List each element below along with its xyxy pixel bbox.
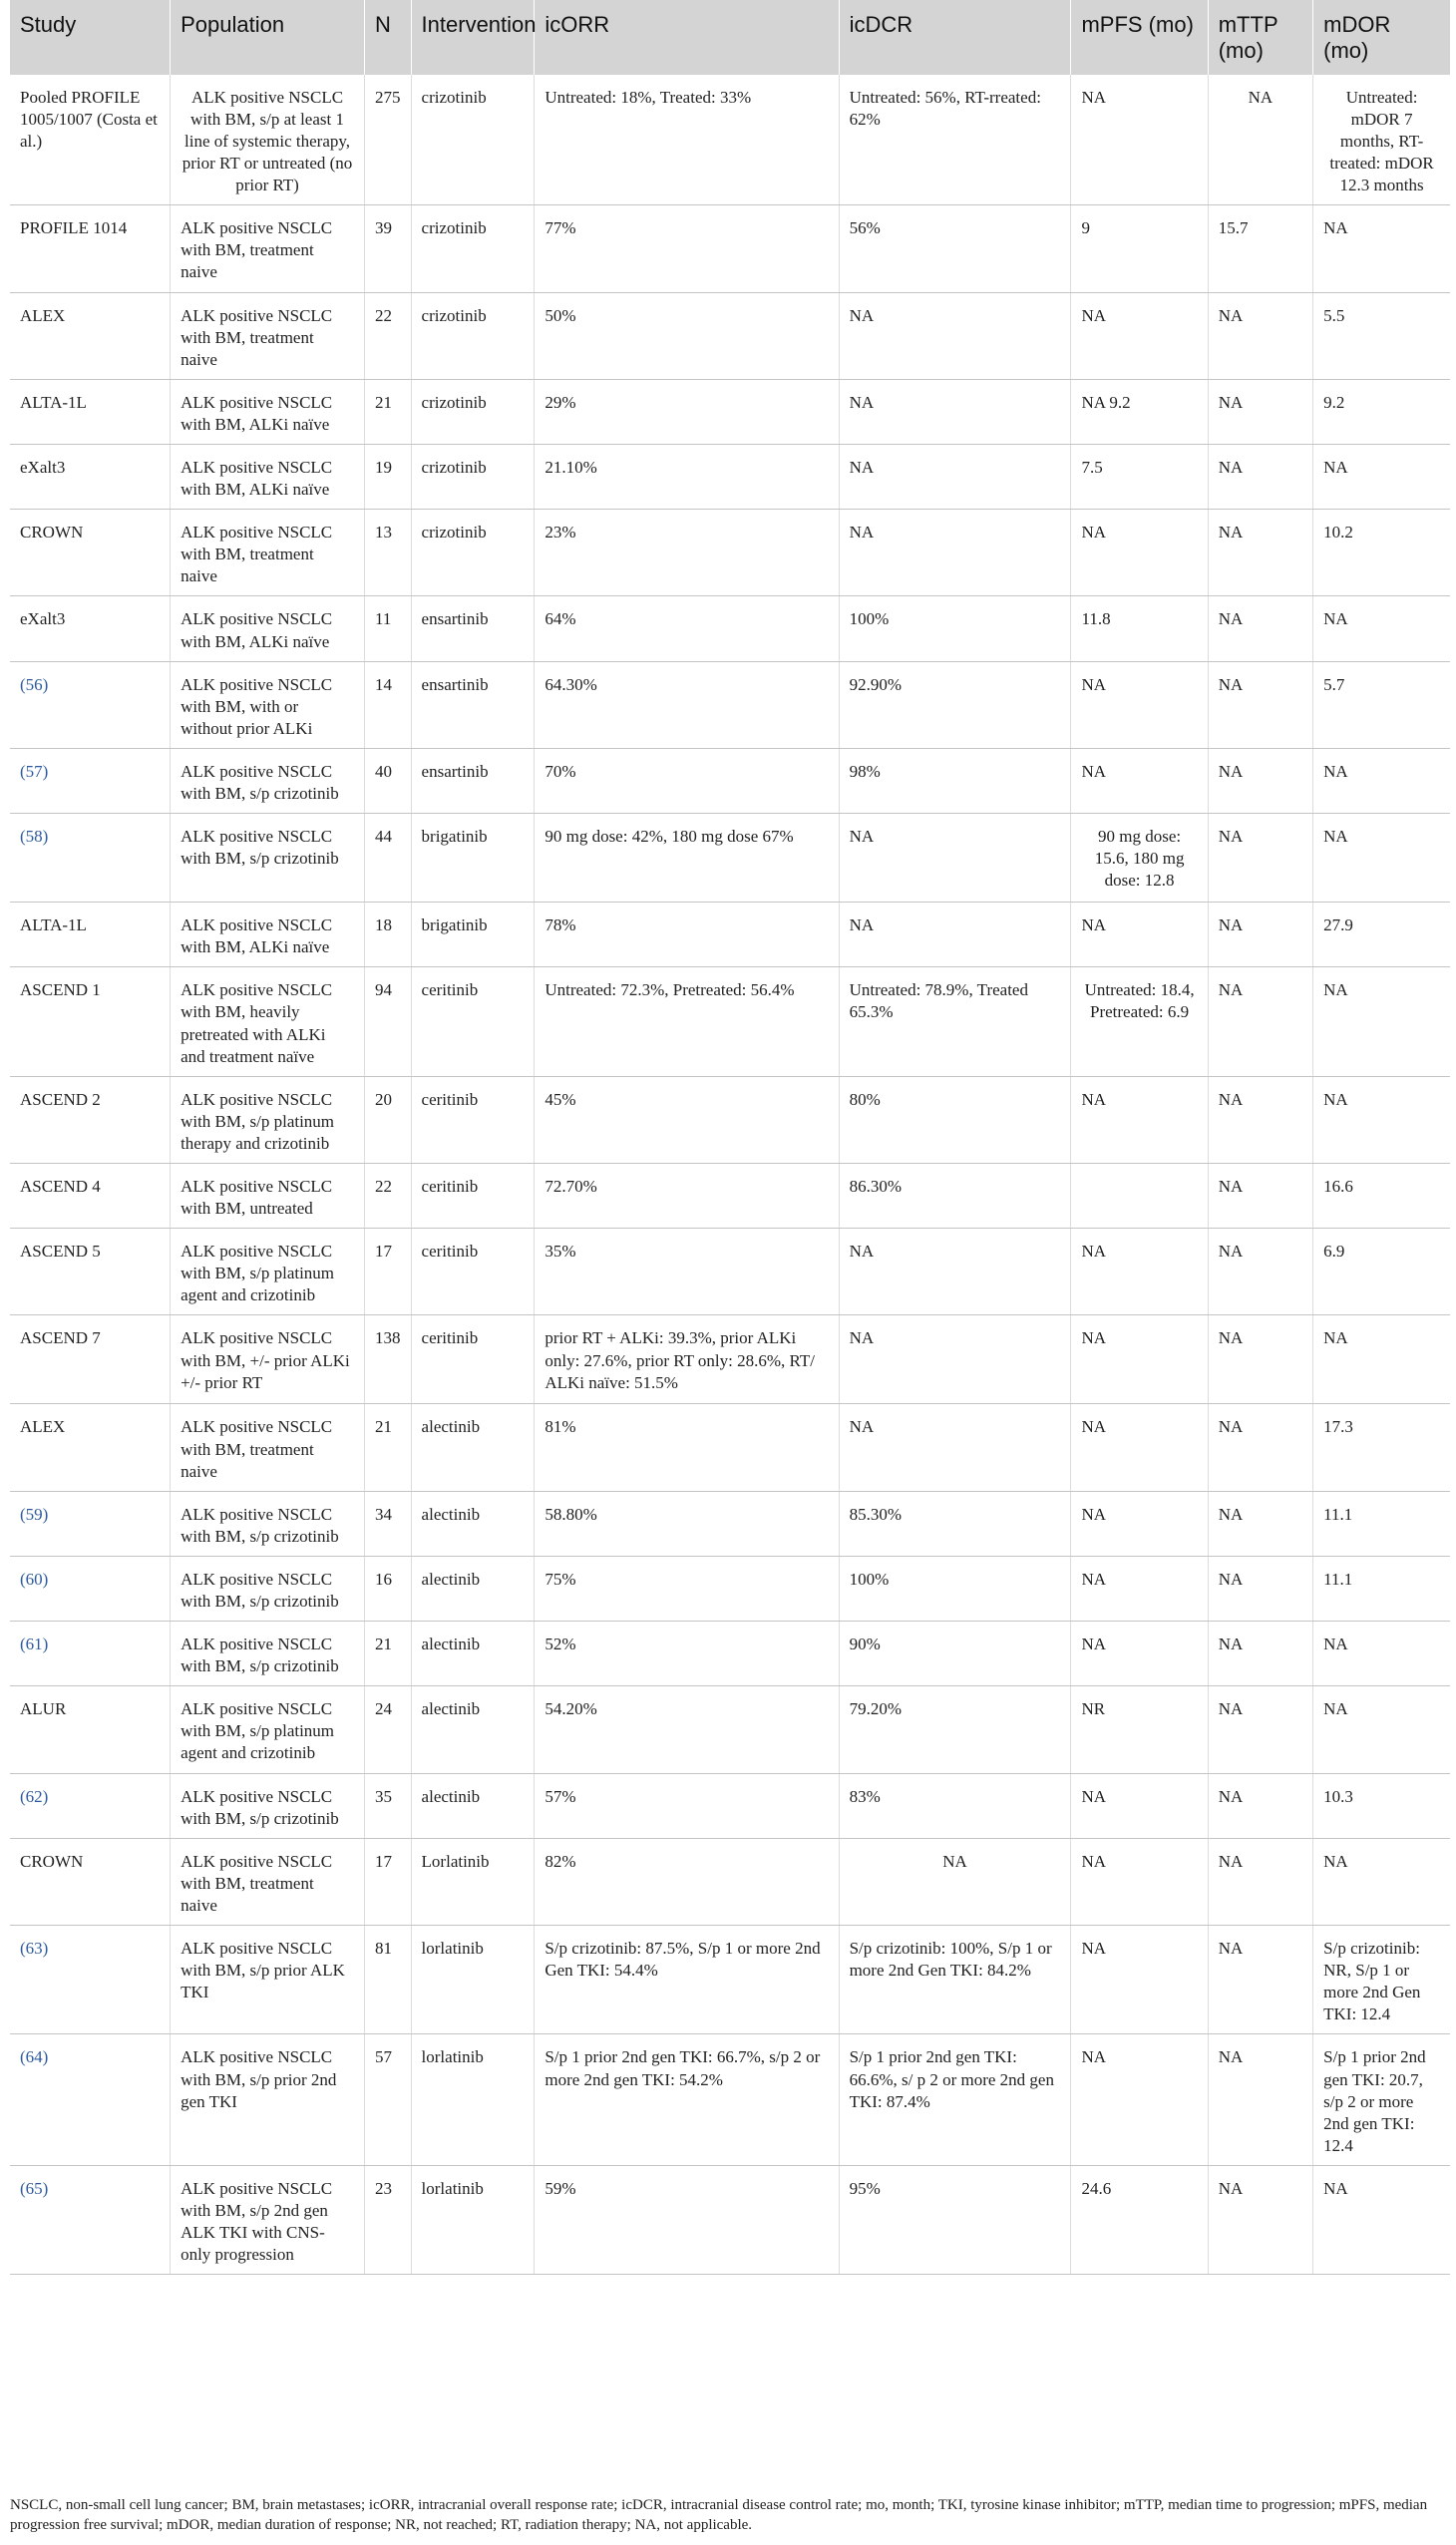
cell-icorr: 75% [535,1556,839,1621]
cell-mdor: 5.7 [1313,661,1450,748]
cell-intervention: alectinib [411,1556,535,1621]
cell-mdor: NA [1313,814,1450,903]
cell-icdcr: 80% [839,1076,1071,1163]
cell-intervention: ceritinib [411,1229,535,1315]
cell-intervention: alectinib [411,1773,535,1838]
cell-mdor: NA [1313,2165,1450,2274]
cell-n: 81 [364,1926,411,2034]
cell-icorr: 50% [535,292,839,379]
cell-icorr: S/p 1 prior 2nd gen TKI: 66.7%, s/p 2 or more 2nd gen TKI: 54.2% [535,2034,839,2165]
cell-population: ALK positive NSCLC with BM, s/p crizotinib [171,1622,365,1686]
cell-icdcr: 85.30% [839,1491,1071,1556]
cell-n: 44 [364,814,411,903]
cell-population: ALK positive NSCLC with BM, s/p crizotinib [171,748,365,813]
cell-mdor: 6.9 [1313,1229,1450,1315]
cell-mpfs: NA 9.2 [1071,379,1208,444]
cell-mdor: NA [1313,1315,1450,1404]
cell-icdcr: 100% [839,1556,1071,1621]
data-table [10,0,1450,2275]
cell-icdcr: NA [839,445,1071,510]
cell-n: 138 [364,1315,411,1404]
table-row [10,1229,1450,1315]
cell-study: ALEX [10,1404,171,1491]
footnote: NSCLC, non-small cell lung cancer; BM, brain metastases; icORR, intracranial overall response rate; icDCR, intracranial disease control rate; mo, month; TKI, tyrosine kinase inhibitor; mTTP, median time to progression; mPFS, median progression free survival; mDOR, median duration of response; NR, not reached; RT, radiation therapy; NA, not applicable. [10,2497,1428,2534]
column-header-study: Study [10,0,171,75]
cell-population: ALK positive NSCLC with BM, treatment naive [171,510,365,596]
cell-n: 19 [364,445,411,510]
cell-study: eXalt3 [10,596,171,661]
table-row [10,748,1450,813]
cell-mttp: NA [1208,1229,1312,1315]
cell-icorr: 52% [535,1622,839,1686]
cell-icdcr: NA [839,1404,1071,1491]
table-row [10,1163,1450,1228]
cell-mttp: NA [1208,1491,1312,1556]
cell-intervention: crizotinib [411,379,535,444]
table-row [10,379,1450,444]
cell-mpfs: NA [1071,903,1208,967]
cell-mdor: 16.6 [1313,1163,1450,1228]
cell-mttp: NA [1208,661,1312,748]
cell-population: ALK positive NSCLC with BM, s/p platinum therapy and crizotinib [171,1076,365,1163]
cell-n: 20 [364,1076,411,1163]
table-row [10,1686,1450,1773]
cell-mttp: NA [1208,292,1312,379]
table-row [10,814,1450,903]
table-row [10,1491,1450,1556]
cell-mdor: 10.2 [1313,510,1450,596]
table-row [10,292,1450,379]
cell-mpfs: NA [1071,1491,1208,1556]
cell-mdor: NA [1313,1686,1450,1773]
cell-icorr: 57% [535,1773,839,1838]
cell-mdor: NA [1313,596,1450,661]
cell-icorr: 64.30% [535,661,839,748]
cell-mdor: NA [1313,1622,1450,1686]
table-row [10,2165,1450,2274]
table-row [10,75,1450,205]
column-header-icdcr: icDCR [839,0,1071,75]
cell-mpfs: NA [1071,510,1208,596]
cell-study: (56) [10,661,171,748]
cell-icorr: 82% [535,1838,839,1925]
cell-population: ALK positive NSCLC with BM, s/p platinum agent and crizotinib [171,1686,365,1773]
cell-icorr: 23% [535,510,839,596]
cell-mpfs: NA [1071,661,1208,748]
table-row [10,510,1450,596]
cell-intervention: alectinib [411,1686,535,1773]
cell-n: 22 [364,1163,411,1228]
cell-mttp: NA [1208,1404,1312,1491]
cell-mpfs: NA [1071,2034,1208,2165]
cell-intervention: Lorlatinib [411,1838,535,1925]
cell-intervention: crizotinib [411,205,535,292]
cell-study: ALEX [10,292,171,379]
cell-study: CROWN [10,1838,171,1925]
cell-icdcr: 100% [839,596,1071,661]
cell-mpfs: NA [1071,1404,1208,1491]
cell-intervention: ceritinib [411,967,535,1076]
cell-intervention: alectinib [411,1491,535,1556]
cell-icdcr: NA [839,814,1071,903]
column-header-intervention: Intervention [411,0,535,75]
cell-study: ASCEND 4 [10,1163,171,1228]
cell-icorr: 70% [535,748,839,813]
cell-mttp: NA [1208,445,1312,510]
cell-population: ALK positive NSCLC with BM, ALKi naïve [171,596,365,661]
cell-icorr: 90 mg dose: 42%, 180 mg dose 67% [535,814,839,903]
table-row [10,903,1450,967]
cell-icdcr: 95% [839,2165,1071,2274]
cell-mdor: 11.1 [1313,1556,1450,1621]
cell-mttp: NA [1208,1838,1312,1925]
cell-study: ALTA-1L [10,903,171,967]
cell-population: ALK positive NSCLC with BM, heavily pretreated with ALKi and treatment naïve [171,967,365,1076]
cell-population: ALK positive NSCLC with BM, s/p crizotinib [171,1556,365,1621]
cell-n: 21 [364,379,411,444]
cell-mttp: NA [1208,596,1312,661]
cell-icdcr: 86.30% [839,1163,1071,1228]
cell-mttp: NA [1208,510,1312,596]
cell-n: 13 [364,510,411,596]
cell-icdcr: Untreated: 56%, RT-rreated: 62% [839,75,1071,205]
cell-n: 11 [364,596,411,661]
cell-n: 17 [364,1838,411,1925]
cell-n: 14 [364,661,411,748]
cell-icdcr: NA [839,1315,1071,1404]
cell-mttp: NA [1208,967,1312,1076]
cell-mpfs: NA [1071,1315,1208,1404]
cell-n: 23 [364,2165,411,2274]
cell-mpfs: NR [1071,1686,1208,1773]
cell-mdor: Untreated: mDOR 7 months, RT-treated: mDOR 12.3 months [1313,75,1450,205]
cell-study: ASCEND 7 [10,1315,171,1404]
table-row [10,1838,1450,1925]
cell-population: ALK positive NSCLC with BM, s/p crizotinib [171,1491,365,1556]
table-body [10,75,1450,2275]
cell-icorr: 35% [535,1229,839,1315]
cell-mttp: NA [1208,2165,1312,2274]
cell-study: ASCEND 2 [10,1076,171,1163]
cell-icdcr: 56% [839,205,1071,292]
cell-n: 94 [364,967,411,1076]
cell-n: 24 [364,1686,411,1773]
cell-icorr: prior RT + ALKi: 39.3%, prior ALKi only: 27.6%, prior RT only: 28.6%, RT/ ALKi naïve: 51.5% [535,1315,839,1404]
cell-intervention: ceritinib [411,1163,535,1228]
cell-mttp: NA [1208,1163,1312,1228]
cell-mttp: 15.7 [1208,205,1312,292]
cell-n: 21 [364,1622,411,1686]
cell-mpfs: Untreated: 18.4, Pretreated: 6.9 [1071,967,1208,1076]
column-header-icorr: icORR [535,0,839,75]
cell-mdor: NA [1313,967,1450,1076]
table-row [10,1556,1450,1621]
cell-mpfs: NA [1071,292,1208,379]
cell-icdcr: NA [839,379,1071,444]
cell-n: 35 [364,1773,411,1838]
cell-intervention: crizotinib [411,75,535,205]
cell-mpfs: NA [1071,748,1208,813]
cell-n: 21 [364,1404,411,1491]
cell-intervention: brigatinib [411,814,535,903]
cell-icdcr: 92.90% [839,661,1071,748]
cell-icorr: S/p crizotinib: 87.5%, S/p 1 or more 2nd Gen TKI: 54.4% [535,1926,839,2034]
cell-population: ALK positive NSCLC with BM, +/- prior ALKi +/- prior RT [171,1315,365,1404]
cell-population: ALK positive NSCLC with BM, s/p 2nd gen ALK TKI with CNS-only progression [171,2165,365,2274]
cell-mdor: NA [1313,445,1450,510]
cell-intervention: alectinib [411,1404,535,1491]
cell-icorr: 64% [535,596,839,661]
cell-study: Pooled PROFILE 1005/1007 (Costa et al.) [10,75,171,205]
cell-mttp: NA [1208,903,1312,967]
column-header-mttp: mTTP (mo) [1208,0,1312,75]
cell-population: ALK positive NSCLC with BM, s/p platinum agent and crizotinib [171,1229,365,1315]
cell-mttp: NA [1208,748,1312,813]
cell-population: ALK positive NSCLC with BM, with or without prior ALKi [171,661,365,748]
cell-n: 40 [364,748,411,813]
cell-intervention: crizotinib [411,292,535,379]
cell-mpfs: NA [1071,1229,1208,1315]
cell-intervention: brigatinib [411,903,535,967]
cell-mpfs: NA [1071,1926,1208,2034]
table-row [10,1773,1450,1838]
cell-mpfs: 24.6 [1071,2165,1208,2274]
column-header-mdor: mDOR (mo) [1313,0,1450,75]
cell-icdcr: S/p 1 prior 2nd gen TKI: 66.6%, s/ p 2 or more 2nd gen TKI: 87.4% [839,2034,1071,2165]
cell-mdor: 5.5 [1313,292,1450,379]
cell-study: PROFILE 1014 [10,205,171,292]
cell-mpfs: NA [1071,1838,1208,1925]
cell-population: ALK positive NSCLC with BM, s/p prior 2nd gen TKI [171,2034,365,2165]
cell-intervention: ensartinib [411,748,535,813]
table-row [10,661,1450,748]
cell-intervention: ensartinib [411,661,535,748]
column-header-n: N [364,0,411,75]
cell-icdcr: NA [839,1229,1071,1315]
cell-mdor: S/p 1 prior 2nd gen TKI: 20.7, s/p 2 or more 2nd gen TKI: 12.4 [1313,2034,1450,2165]
cell-population: ALK positive NSCLC with BM, treatment naive [171,1404,365,1491]
cell-n: 18 [364,903,411,967]
cell-icdcr: NA [839,1838,1071,1925]
cell-mttp: NA [1208,1686,1312,1773]
cell-icorr: 77% [535,205,839,292]
cell-icdcr: 79.20% [839,1686,1071,1773]
cell-icdcr: NA [839,510,1071,596]
cell-icorr: 54.20% [535,1686,839,1773]
cell-mdor: 17.3 [1313,1404,1450,1491]
cell-study: (57) [10,748,171,813]
cell-icorr: 59% [535,2165,839,2274]
cell-mpfs: NA [1071,1773,1208,1838]
cell-mpfs: NA [1071,1556,1208,1621]
cell-study: CROWN [10,510,171,596]
cell-mpfs: NA [1071,75,1208,205]
cell-icorr: 72.70% [535,1163,839,1228]
column-header-mpfs: mPFS (mo) [1071,0,1208,75]
cell-population: ALK positive NSCLC with BM, untreated [171,1163,365,1228]
table-row [10,967,1450,1076]
table-row [10,1926,1450,2034]
cell-icorr: 58.80% [535,1491,839,1556]
cell-n: 16 [364,1556,411,1621]
cell-mdor: NA [1313,205,1450,292]
cell-mpfs: 90 mg dose: 15.6, 180 mg dose: 12.8 [1071,814,1208,903]
cell-mpfs: 9 [1071,205,1208,292]
table-row [10,1315,1450,1404]
cell-icdcr: S/p crizotinib: 100%, S/p 1 or more 2nd Gen TKI: 84.2% [839,1926,1071,2034]
cell-study: eXalt3 [10,445,171,510]
cell-mpfs: 11.8 [1071,596,1208,661]
cell-population: ALK positive NSCLC with BM, ALKi naïve [171,445,365,510]
cell-study: (65) [10,2165,171,2274]
table-row [10,1404,1450,1491]
cell-mttp: NA [1208,1773,1312,1838]
cell-mdor: 10.3 [1313,1773,1450,1838]
cell-n: 275 [364,75,411,205]
cell-icorr: 78% [535,903,839,967]
cell-icorr: 21.10% [535,445,839,510]
cell-study: (60) [10,1556,171,1621]
table-row [10,596,1450,661]
cell-mttp: NA [1208,1926,1312,2034]
cell-n: 22 [364,292,411,379]
cell-mdor: S/p crizotinib: NR, S/p 1 or more 2nd Gen TKI: 12.4 [1313,1926,1450,2034]
cell-population: ALK positive NSCLC with BM, treatment naive [171,205,365,292]
cell-population: ALK positive NSCLC with BM, s/p at least 1 line of systemic therapy, prior RT or untreated (no prior RT) [171,75,365,205]
cell-mpfs: 7.5 [1071,445,1208,510]
cell-icorr: Untreated: 18%, Treated: 33% [535,75,839,205]
header-row [10,0,1450,75]
cell-study: (63) [10,1926,171,2034]
cell-icorr: Untreated: 72.3%, Pretreated: 56.4% [535,967,839,1076]
table-row [10,1622,1450,1686]
cell-mdor: 27.9 [1313,903,1450,967]
cell-intervention: lorlatinib [411,2034,535,2165]
cell-icdcr: 83% [839,1773,1071,1838]
cell-mttp: NA [1208,379,1312,444]
cell-mpfs [1071,1163,1208,1228]
cell-population: ALK positive NSCLC with BM, s/p crizotinib [171,1773,365,1838]
cell-study: ALUR [10,1686,171,1773]
cell-study: ASCEND 1 [10,967,171,1076]
table-row [10,205,1450,292]
cell-intervention: alectinib [411,1622,535,1686]
cell-study: (59) [10,1491,171,1556]
cell-intervention: crizotinib [411,510,535,596]
cell-mttp: NA [1208,2034,1312,2165]
cell-intervention: ceritinib [411,1076,535,1163]
table-row [10,445,1450,510]
cell-icorr: 29% [535,379,839,444]
cell-icdcr: NA [839,903,1071,967]
table-row [10,2034,1450,2165]
cell-mdor: NA [1313,1076,1450,1163]
cell-population: ALK positive NSCLC with BM, s/p prior ALK TKI [171,1926,365,2034]
cell-population: ALK positive NSCLC with BM, treatment naive [171,292,365,379]
cell-intervention: ensartinib [411,596,535,661]
cell-population: ALK positive NSCLC with BM, ALKi naïve [171,903,365,967]
cell-mttp: NA [1208,1315,1312,1404]
cell-icorr: 81% [535,1404,839,1491]
cell-mdor: 11.1 [1313,1491,1450,1556]
cell-intervention: lorlatinib [411,2165,535,2274]
cell-mttp: NA [1208,1622,1312,1686]
cell-population: ALK positive NSCLC with BM, s/p crizotinib [171,814,365,903]
cell-icdcr: NA [839,292,1071,379]
cell-population: ALK positive NSCLC with BM, ALKi naïve [171,379,365,444]
cell-mttp: NA [1208,75,1312,205]
cell-mttp: NA [1208,1556,1312,1621]
cell-study: ALTA-1L [10,379,171,444]
cell-intervention: lorlatinib [411,1926,535,2034]
cell-n: 57 [364,2034,411,2165]
cell-icdcr: Untreated: 78.9%, Treated 65.3% [839,967,1071,1076]
cell-mdor: NA [1313,748,1450,813]
cell-study: (62) [10,1773,171,1838]
cell-icdcr: 90% [839,1622,1071,1686]
cell-n: 39 [364,205,411,292]
cell-study: (64) [10,2034,171,2165]
cell-population: ALK positive NSCLC with BM, treatment naive [171,1838,365,1925]
cell-intervention: ceritinib [411,1315,535,1404]
cell-mttp: NA [1208,814,1312,903]
cell-mdor: 9.2 [1313,379,1450,444]
cell-n: 17 [364,1229,411,1315]
cell-mpfs: NA [1071,1076,1208,1163]
cell-mpfs: NA [1071,1622,1208,1686]
cell-intervention: crizotinib [411,445,535,510]
cell-n: 34 [364,1491,411,1556]
cell-icorr: 45% [535,1076,839,1163]
cell-mttp: NA [1208,1076,1312,1163]
table-row [10,1076,1450,1163]
cell-study: (58) [10,814,171,903]
column-header-population: Population [171,0,365,75]
cell-mdor: NA [1313,1838,1450,1925]
cell-icdcr: 98% [839,748,1071,813]
cell-study: (61) [10,1622,171,1686]
cell-study: ASCEND 5 [10,1229,171,1315]
